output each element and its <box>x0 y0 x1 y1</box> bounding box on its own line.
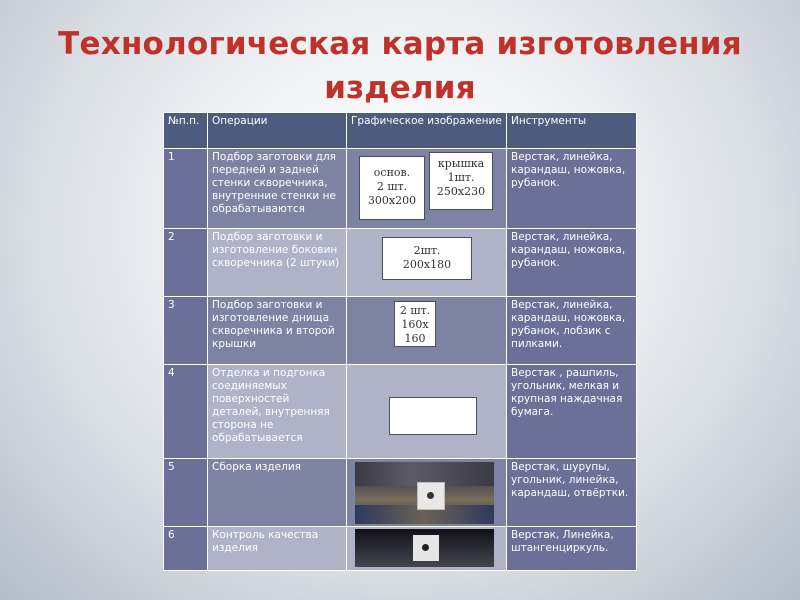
sketch-text: 250х230 <box>436 185 486 198</box>
row-number: 4 <box>164 365 208 459</box>
row-graphic <box>347 459 507 527</box>
row-tools: Верстак, Линейка, штангенциркуль. <box>507 527 637 571</box>
row-tools: Верстак , рашпиль, угольник, мелкая и крупная наждачная бумага. <box>507 365 637 459</box>
slide-title <box>0 22 800 110</box>
sketch-text: 2 шт. <box>376 180 408 193</box>
sketch-text: 160х <box>401 318 429 331</box>
table-row <box>164 459 637 527</box>
row-tools: Верстак, шурупы, угольник, линейка, карандаш, отвёртки. <box>507 459 637 527</box>
row-operation: Подбор заготовки и изготовление боковин скворечника (2 штуки) <box>208 229 347 297</box>
table-row <box>164 297 637 365</box>
birdhouse-photo <box>355 529 494 567</box>
title-line-1: Технологическая карта изготовления <box>58 26 742 62</box>
sketch-text: основ. <box>373 166 411 179</box>
row-operation: Отделка и подгонка соединяемых поверхностей деталей, внутренняя сторона не обрабатывается <box>208 365 347 459</box>
row-graphic <box>347 229 507 297</box>
part-sketch-box <box>359 156 425 220</box>
row-tools: Верстак, линейка, карандаш, ножовка, рубанок. <box>507 229 637 297</box>
header-operations: Операции <box>208 113 347 149</box>
row-graphic <box>347 527 507 571</box>
row-operation: Подбор заготовки и изготовление днища скворечника и второй крышки <box>208 297 347 365</box>
sketch-text: 200х180 <box>402 258 452 271</box>
row-number: 3 <box>164 297 208 365</box>
birdhouse-image <box>417 482 445 510</box>
workshop-photo <box>355 462 494 524</box>
header-graphic: Графическое изображение <box>347 113 507 149</box>
part-sketch-box <box>382 237 472 280</box>
row-number: 5 <box>164 459 208 527</box>
row-graphic <box>347 365 507 459</box>
row-number: 1 <box>164 149 208 229</box>
row-number: 2 <box>164 229 208 297</box>
part-sketch-box <box>389 397 477 435</box>
row-operation: Подбор заготовки для передней и задней стенки скворечника, внутренние стенки не обрабатываются <box>208 149 347 229</box>
birdhouse-image <box>413 535 439 561</box>
table-row <box>164 527 637 571</box>
sketch-text: 300х200 <box>367 194 417 207</box>
row-tools: Верстак, линейка, карандаш, ножовка, рубанок, лобзик с пилками. <box>507 297 637 365</box>
part-sketch-box <box>394 301 436 347</box>
sketch-text: 1шт. <box>447 171 475 184</box>
sketch-text: 160 <box>404 332 426 345</box>
technology-map-table <box>163 112 637 571</box>
part-sketch-box <box>429 152 493 210</box>
table-row <box>164 229 637 297</box>
table-row <box>164 149 637 229</box>
header-tools: Инструменты <box>507 113 637 149</box>
row-operation: Сборка изделия <box>208 459 347 527</box>
table-header-row <box>164 113 637 149</box>
sketch-text: 2шт. <box>413 244 441 257</box>
table-row <box>164 365 637 459</box>
row-operation: Контроль качества изделия <box>208 527 347 571</box>
row-number: 6 <box>164 527 208 571</box>
row-tools: Верстак, линейка, карандаш, ножовка, рубанок. <box>507 149 637 229</box>
header-number: №п.п. <box>164 113 208 149</box>
sketch-text: 2 шт. <box>399 304 431 317</box>
row-graphic <box>347 149 507 229</box>
sketch-text: крышка <box>437 157 485 170</box>
row-graphic <box>347 297 507 365</box>
title-line-2: изделия <box>324 70 476 106</box>
